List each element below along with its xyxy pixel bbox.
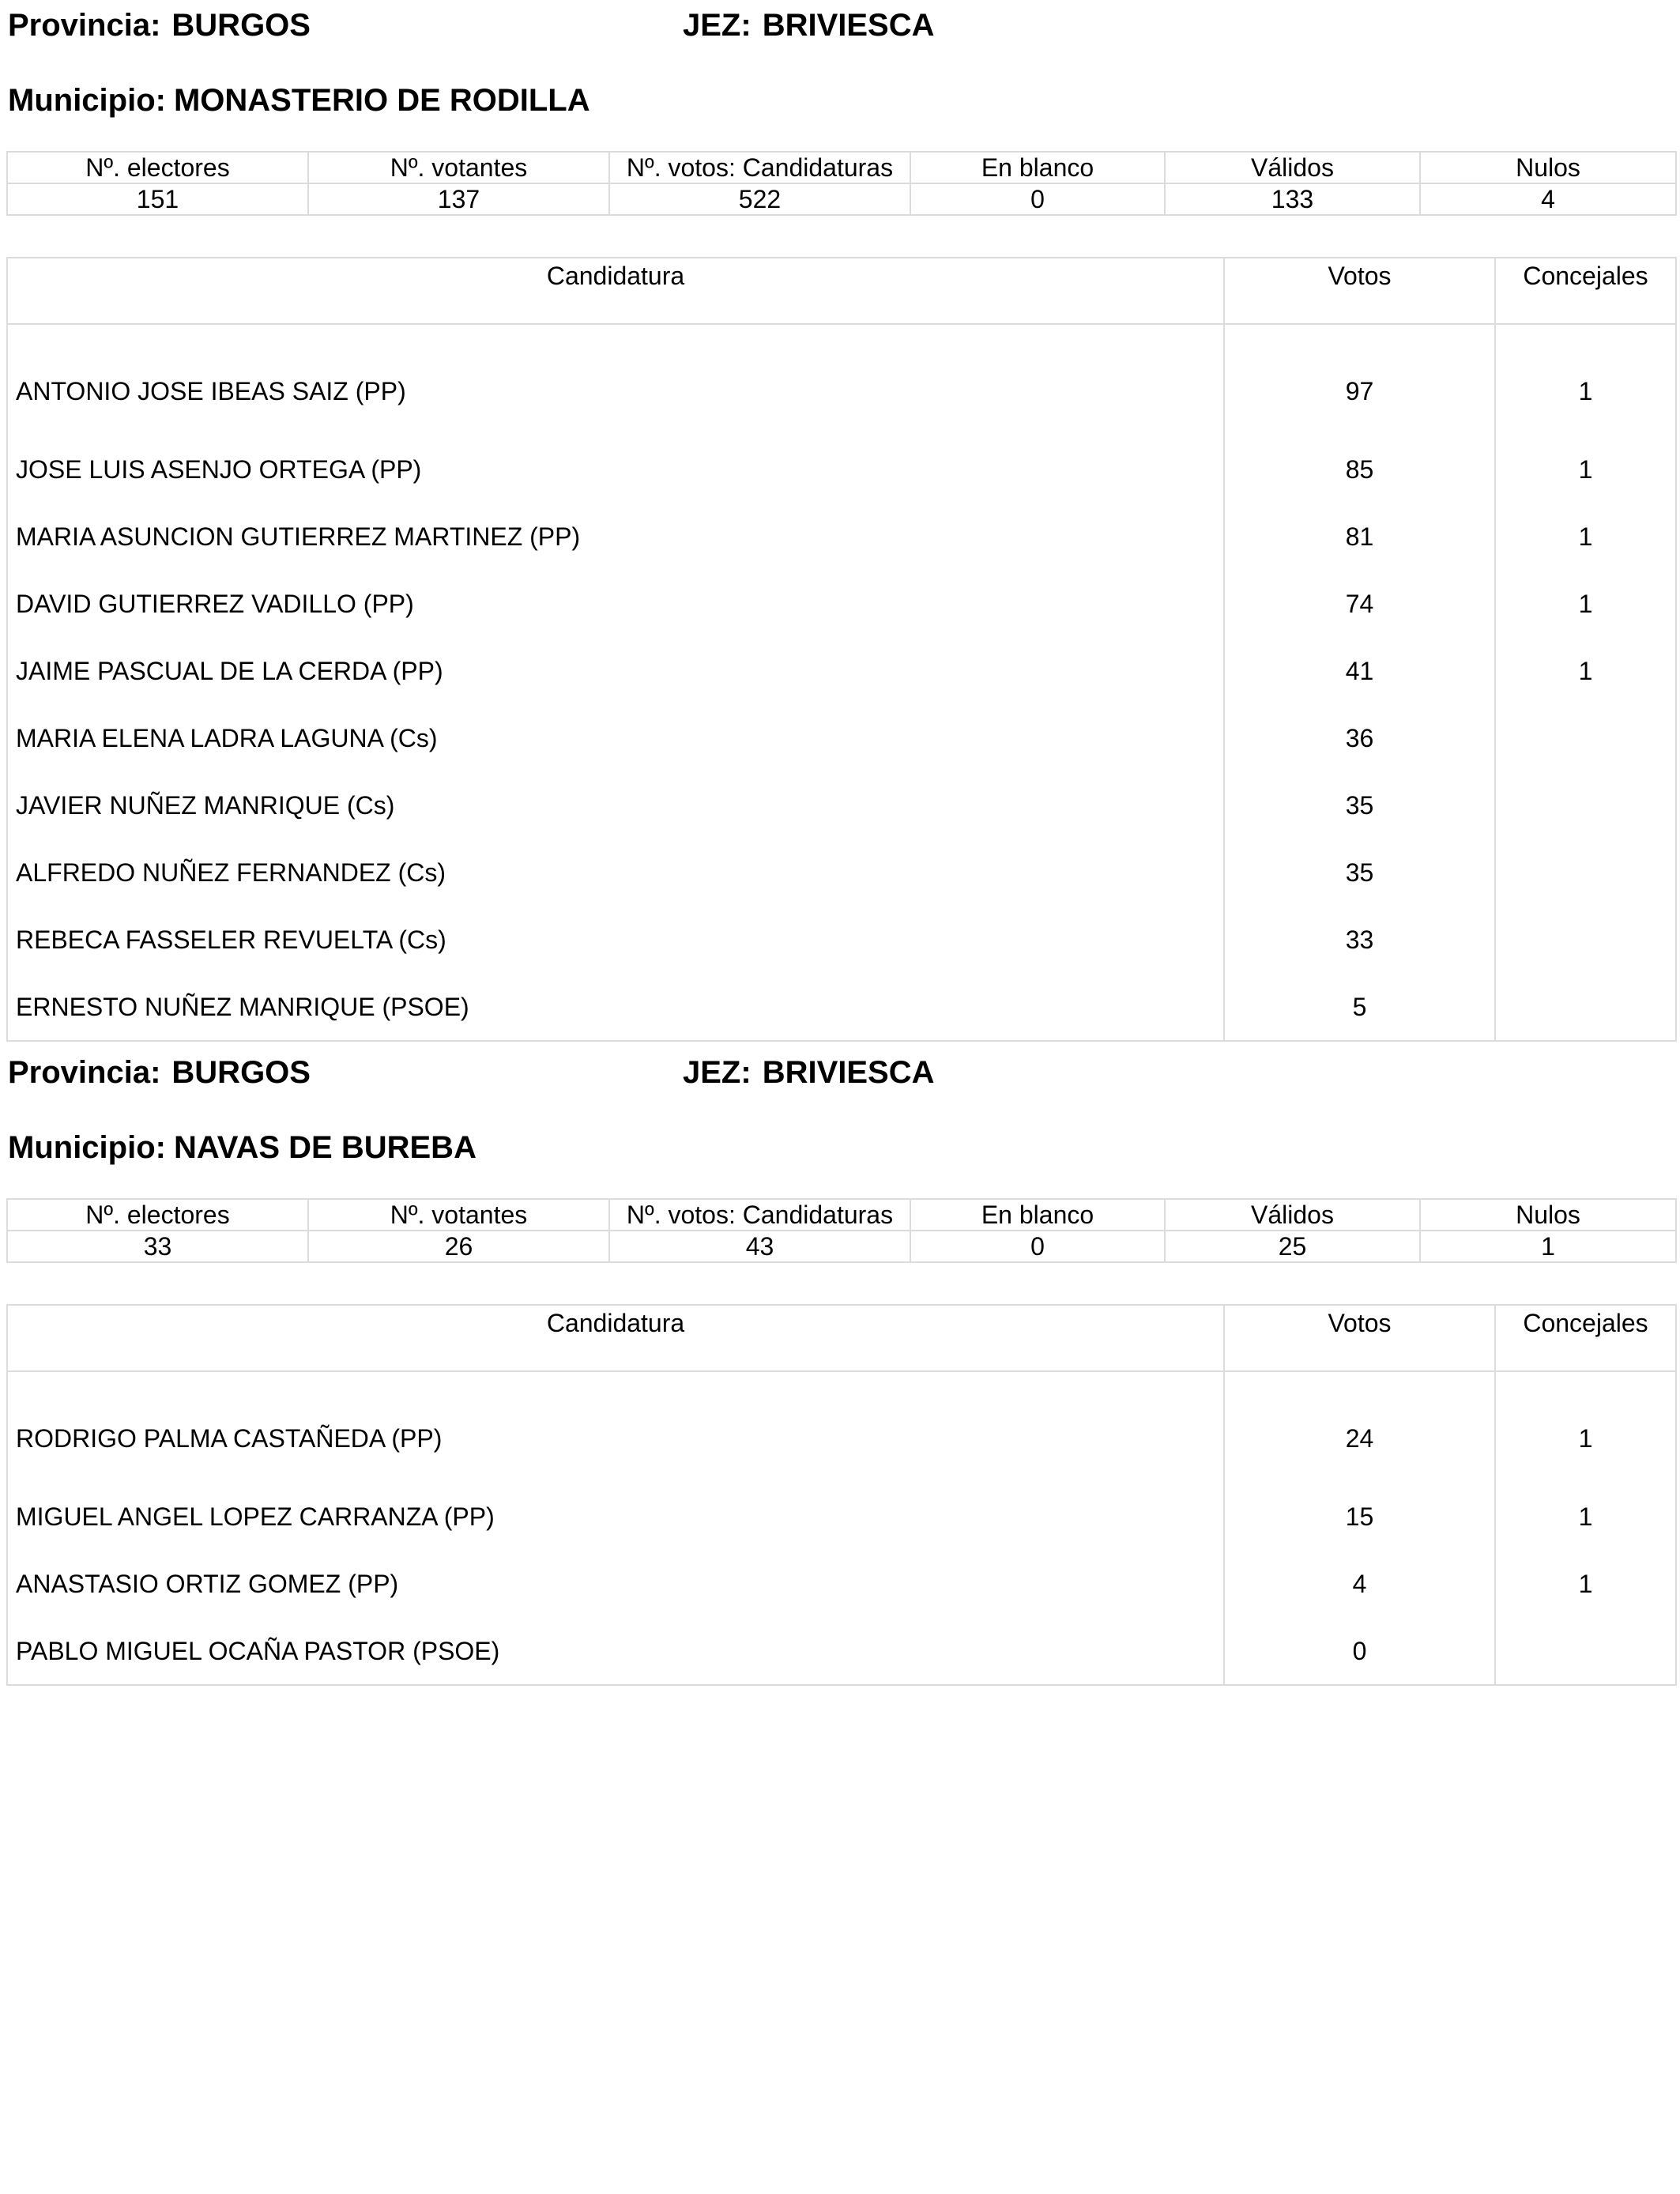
jez-label: JEZ: bbox=[683, 1055, 751, 1090]
candidates-table bbox=[6, 257, 1677, 1042]
candidate-concejales bbox=[1495, 906, 1676, 973]
candidate-concejales: 1 bbox=[1495, 1550, 1676, 1617]
summary-header-votantes: Nº. votantes bbox=[308, 152, 609, 183]
candidate-concejales: 1 bbox=[1495, 570, 1676, 637]
summary-value-row bbox=[7, 1231, 1676, 1262]
summary-header-row bbox=[7, 152, 1676, 183]
summary-validos: 133 bbox=[1165, 183, 1420, 215]
provincia-value: BURGOS bbox=[171, 1055, 311, 1090]
candidate-votos: 4 bbox=[1224, 1550, 1495, 1617]
candidate-votos: 0 bbox=[1224, 1617, 1495, 1685]
candidate-concejales: 1 bbox=[1495, 324, 1676, 435]
candidates-table bbox=[6, 1304, 1677, 1686]
candidate-name: ANTONIO JOSE IBEAS SAIZ (PP) bbox=[7, 324, 1224, 435]
summary-electores: 151 bbox=[7, 183, 308, 215]
summary-en-blanco: 0 bbox=[910, 183, 1165, 215]
summary-header-nulos: Nulos bbox=[1420, 152, 1676, 183]
jez-line bbox=[683, 1054, 935, 1091]
candidate-votos: 36 bbox=[1224, 704, 1495, 771]
summary-votantes: 137 bbox=[308, 183, 609, 215]
table-row bbox=[7, 906, 1676, 973]
table-row bbox=[7, 973, 1676, 1041]
summary-header-electores: Nº. electores bbox=[7, 152, 308, 183]
summary-header-votos-candidaturas: Nº. votos: Candidaturas bbox=[609, 152, 910, 183]
candidate-name: DAVID GUTIERREZ VADILLO (PP) bbox=[7, 570, 1224, 637]
summary-header-en-blanco: En blanco bbox=[910, 1199, 1165, 1231]
table-row bbox=[7, 771, 1676, 839]
jez-value: BRIVIESCA bbox=[762, 1055, 935, 1090]
provincia-line bbox=[8, 1054, 311, 1091]
table-row bbox=[7, 435, 1676, 503]
candidate-votos: 85 bbox=[1224, 435, 1495, 503]
candidate-votos: 97 bbox=[1224, 324, 1495, 435]
candidates-header-row bbox=[7, 1305, 1676, 1371]
candidate-votos: 74 bbox=[1224, 570, 1495, 637]
candidate-votos: 5 bbox=[1224, 973, 1495, 1041]
summary-votos-candidaturas: 522 bbox=[609, 183, 910, 215]
header-concejales: Concejales bbox=[1495, 1305, 1676, 1371]
candidate-votos: 41 bbox=[1224, 637, 1495, 704]
provincia-value: BURGOS bbox=[171, 8, 311, 43]
jez-line bbox=[683, 6, 935, 44]
table-row bbox=[7, 1483, 1676, 1550]
municipio-label: Municipio: bbox=[8, 1130, 166, 1165]
table-row bbox=[7, 1371, 1676, 1483]
summary-validos: 25 bbox=[1165, 1231, 1420, 1262]
candidate-name: MARIA ELENA LADRA LAGUNA (Cs) bbox=[7, 704, 1224, 771]
header-concejales: Concejales bbox=[1495, 258, 1676, 324]
table-row bbox=[7, 839, 1676, 906]
candidate-votos: 35 bbox=[1224, 771, 1495, 839]
table-row bbox=[7, 570, 1676, 637]
summary-header-en-blanco: En blanco bbox=[910, 152, 1165, 183]
provincia-label: Provincia: bbox=[8, 8, 161, 43]
summary-nulos: 1 bbox=[1420, 1231, 1676, 1262]
candidate-name: RODRIGO PALMA CASTAÑEDA (PP) bbox=[7, 1371, 1224, 1483]
municipio-value: MONASTERIO DE RODILLA bbox=[173, 83, 590, 118]
header-candidatura: Candidatura bbox=[7, 1305, 1224, 1371]
municipio-line bbox=[8, 81, 590, 119]
candidate-concejales: 1 bbox=[1495, 1483, 1676, 1550]
candidate-concejales: 1 bbox=[1495, 637, 1676, 704]
candidate-name: PABLO MIGUEL OCAÑA PASTOR (PSOE) bbox=[7, 1617, 1224, 1685]
candidate-concejales: 1 bbox=[1495, 435, 1676, 503]
summary-header-validos: Válidos bbox=[1165, 152, 1420, 183]
candidate-name: JOSE LUIS ASENJO ORTEGA (PP) bbox=[7, 435, 1224, 503]
jez-label: JEZ: bbox=[683, 8, 751, 43]
table-row bbox=[7, 1617, 1676, 1685]
jez-value: BRIVIESCA bbox=[762, 8, 935, 43]
table-row bbox=[7, 704, 1676, 771]
summary-header-votos-candidaturas: Nº. votos: Candidaturas bbox=[609, 1199, 910, 1231]
candidate-concejales: 1 bbox=[1495, 1371, 1676, 1483]
summary-header-row bbox=[7, 1199, 1676, 1231]
candidate-votos: 24 bbox=[1224, 1371, 1495, 1483]
municipio-value: NAVAS DE BUREBA bbox=[173, 1130, 477, 1165]
provincia-line bbox=[8, 6, 311, 44]
table-row bbox=[7, 1550, 1676, 1617]
candidate-name: JAIME PASCUAL DE LA CERDA (PP) bbox=[7, 637, 1224, 704]
candidate-name: ANASTASIO ORTIZ GOMEZ (PP) bbox=[7, 1550, 1224, 1617]
candidate-name: ALFREDO NUÑEZ FERNANDEZ (Cs) bbox=[7, 839, 1224, 906]
candidate-concejales bbox=[1495, 704, 1676, 771]
summary-table bbox=[6, 151, 1677, 216]
candidate-votos: 33 bbox=[1224, 906, 1495, 973]
summary-nulos: 4 bbox=[1420, 183, 1676, 215]
candidate-votos: 81 bbox=[1224, 503, 1495, 570]
header-votos: Votos bbox=[1224, 258, 1495, 324]
summary-header-votantes: Nº. votantes bbox=[308, 1199, 609, 1231]
summary-electores: 33 bbox=[7, 1231, 308, 1262]
candidate-name: ERNESTO NUÑEZ MANRIQUE (PSOE) bbox=[7, 973, 1224, 1041]
candidate-concejales bbox=[1495, 771, 1676, 839]
candidate-concejales bbox=[1495, 1617, 1676, 1685]
municipio-label: Municipio: bbox=[8, 83, 166, 118]
header-votos: Votos bbox=[1224, 1305, 1495, 1371]
table-row bbox=[7, 324, 1676, 435]
summary-header-nulos: Nulos bbox=[1420, 1199, 1676, 1231]
summary-table bbox=[6, 1198, 1677, 1263]
table-row bbox=[7, 637, 1676, 704]
provincia-label: Provincia: bbox=[8, 1055, 161, 1090]
summary-header-validos: Válidos bbox=[1165, 1199, 1420, 1231]
candidate-name: MIGUEL ANGEL LOPEZ CARRANZA (PP) bbox=[7, 1483, 1224, 1550]
candidate-name: REBECA FASSELER REVUELTA (Cs) bbox=[7, 906, 1224, 973]
municipio-line bbox=[8, 1129, 477, 1167]
summary-header-electores: Nº. electores bbox=[7, 1199, 308, 1231]
candidate-name: MARIA ASUNCION GUTIERREZ MARTINEZ (PP) bbox=[7, 503, 1224, 570]
table-row bbox=[7, 503, 1676, 570]
candidate-votos: 15 bbox=[1224, 1483, 1495, 1550]
summary-votos-candidaturas: 43 bbox=[609, 1231, 910, 1262]
header-candidatura: Candidatura bbox=[7, 258, 1224, 324]
summary-en-blanco: 0 bbox=[910, 1231, 1165, 1262]
candidate-concejales bbox=[1495, 973, 1676, 1041]
summary-votantes: 26 bbox=[308, 1231, 609, 1262]
candidate-votos: 35 bbox=[1224, 839, 1495, 906]
summary-value-row bbox=[7, 183, 1676, 215]
candidate-name: JAVIER NUÑEZ MANRIQUE (Cs) bbox=[7, 771, 1224, 839]
candidate-concejales: 1 bbox=[1495, 503, 1676, 570]
candidate-concejales bbox=[1495, 839, 1676, 906]
candidates-header-row bbox=[7, 258, 1676, 324]
